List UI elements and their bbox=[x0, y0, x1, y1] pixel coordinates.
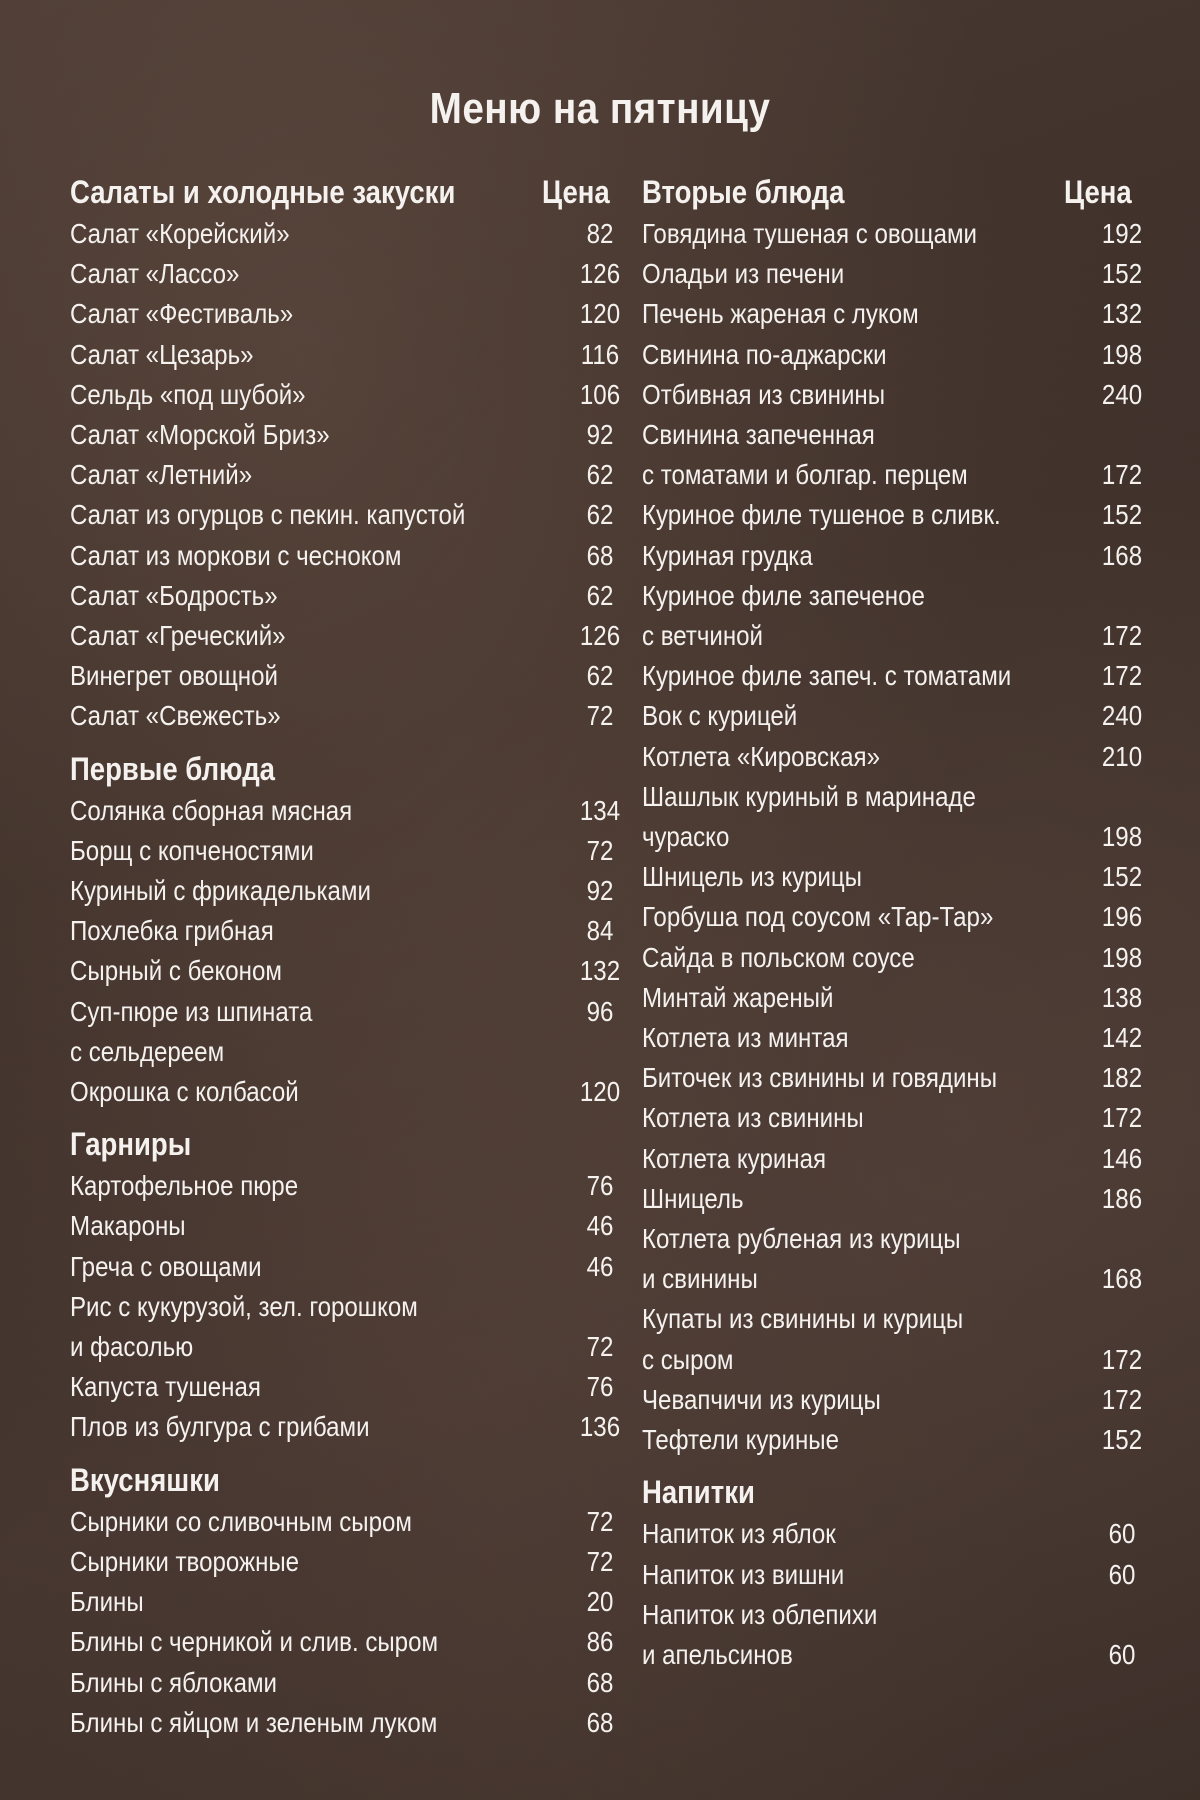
menu-item-name: Куриное филе запеч. с томатами bbox=[642, 660, 1012, 692]
menu-item-price: 46 bbox=[586, 1210, 614, 1242]
menu-item-row bbox=[70, 871, 614, 911]
menu-item-name: Печень жареная с луком bbox=[642, 298, 919, 330]
menu-item-row bbox=[70, 495, 614, 535]
menu-item-price: 168 bbox=[1101, 539, 1143, 571]
section-header bbox=[70, 1122, 610, 1166]
menu-item-row bbox=[70, 254, 621, 294]
menu-item-name: Похлебка грибная bbox=[70, 915, 274, 947]
menu-item-name: Горбуша под соусом «Тар-Тар» bbox=[642, 901, 994, 933]
menu-item-price: 172 bbox=[1101, 1102, 1143, 1134]
menu-item-price: 46 bbox=[586, 1250, 614, 1282]
section-header bbox=[642, 1470, 1132, 1514]
menu-item-name: Котлета куриная bbox=[642, 1142, 827, 1174]
menu-item-price: 76 bbox=[586, 1170, 614, 1202]
menu-item-row bbox=[642, 1299, 1143, 1379]
menu-item-name: Котлета рубленая из курицы и свинины bbox=[642, 1223, 961, 1295]
menu-item-row bbox=[70, 1502, 614, 1542]
menu-section bbox=[70, 170, 621, 737]
menu-item-price: 146 bbox=[1101, 1142, 1143, 1174]
menu-item-row bbox=[642, 1595, 1136, 1675]
menu-item-row bbox=[70, 1247, 614, 1287]
menu-item-row bbox=[642, 294, 1143, 334]
menu-item-name: Шницель из курицы bbox=[642, 861, 862, 893]
section-title: Напитки bbox=[642, 1474, 755, 1511]
menu-item-price: 172 bbox=[1101, 660, 1143, 692]
menu-item-row bbox=[70, 791, 621, 831]
menu-item-price: 136 bbox=[579, 1411, 621, 1443]
menu-section bbox=[70, 1122, 621, 1447]
menu-item-price: 120 bbox=[579, 1076, 621, 1108]
menu-item-row bbox=[642, 897, 1143, 937]
menu-item-price: 62 bbox=[586, 499, 614, 531]
menu-item-row bbox=[642, 1420, 1143, 1460]
menu-item-name: Шницель bbox=[642, 1182, 744, 1214]
menu-item-row bbox=[70, 576, 614, 616]
menu-item-name: Куриное филе запеченое с ветчиной bbox=[642, 579, 925, 652]
page-title: Меню на пятницу bbox=[429, 84, 771, 133]
menu-item-row bbox=[70, 294, 621, 334]
menu-item-name: Минтай жареный bbox=[642, 981, 834, 1013]
menu-item-name: Салат «Цезарь» bbox=[70, 338, 254, 370]
menu-item-name: Шашлык куриный в маринаде чураско bbox=[642, 780, 976, 853]
menu-item-name: Салат «Свежесть» bbox=[70, 700, 281, 732]
menu-item-price: 172 bbox=[1101, 459, 1143, 491]
menu-item-name: Блины с яблоками bbox=[70, 1666, 277, 1698]
menu-item-row bbox=[70, 1287, 614, 1367]
menu-item-name: Биточек из свинины и говядины bbox=[642, 1062, 998, 1094]
menu-item-name: Котлета из минтая bbox=[642, 1022, 849, 1054]
menu-item-row bbox=[642, 495, 1143, 535]
menu-item-name: Напиток из вишни bbox=[642, 1558, 845, 1590]
price-column-header: Цена bbox=[1064, 174, 1132, 210]
menu-item-price: 68 bbox=[586, 1666, 614, 1698]
menu-item-price: 126 bbox=[579, 258, 621, 290]
menu-item-row bbox=[70, 911, 614, 951]
menu-item-price: 120 bbox=[579, 298, 621, 330]
menu-item-name: Блины с черникой и слив. сыром bbox=[70, 1626, 439, 1658]
menu-item-price: 182 bbox=[1101, 1062, 1143, 1094]
menu-item-row bbox=[642, 1219, 1143, 1299]
menu-item-row bbox=[642, 214, 1143, 254]
menu-item-row bbox=[70, 951, 621, 991]
menu-item-name: Рис с кукурузой, зел. горошком и фасолью bbox=[70, 1290, 418, 1363]
menu-item-price: 198 bbox=[1101, 941, 1143, 973]
menu-item-price: 60 bbox=[1108, 1638, 1136, 1670]
menu-item-price: 172 bbox=[1101, 1343, 1143, 1375]
menu-item-price: 72 bbox=[586, 1505, 614, 1537]
menu-item-price: 62 bbox=[586, 459, 614, 491]
menu-item-row bbox=[70, 335, 620, 375]
menu-item-row bbox=[642, 737, 1143, 777]
menu-item-price: 142 bbox=[1101, 1022, 1143, 1054]
section-title: Первые блюда bbox=[70, 750, 275, 787]
section-title: Вторые блюда bbox=[642, 174, 845, 210]
menu-item-price: 132 bbox=[579, 955, 621, 987]
menu-item-name: Салат из моркови с чесноком bbox=[70, 539, 402, 571]
menu-item-name: Суп-пюре из шпината bbox=[70, 995, 313, 1027]
menu-item-name: Сельдь «под шубой» bbox=[70, 378, 306, 410]
right-column bbox=[642, 170, 1143, 1685]
menu-item-name: Салат «Фестиваль» bbox=[70, 298, 294, 330]
menu-item-price: 186 bbox=[1101, 1182, 1143, 1214]
menu-item-price: 168 bbox=[1101, 1263, 1143, 1295]
menu-item-name: Сырники со сливочным сыром bbox=[70, 1505, 412, 1537]
menu-item-name: Свинина по-аджарски bbox=[642, 338, 887, 370]
menu-section bbox=[642, 1470, 1136, 1675]
menu-item-name: Тефтели куриные bbox=[642, 1424, 839, 1456]
menu-item-row bbox=[70, 214, 614, 254]
menu-item-row bbox=[642, 375, 1143, 415]
menu-item-row bbox=[70, 1407, 621, 1447]
menu-item-price: 196 bbox=[1101, 901, 1143, 933]
menu-item-name: Чевапчичи из курицы bbox=[642, 1383, 881, 1415]
menu-item-price: 92 bbox=[586, 875, 614, 907]
menu-item-name: Напиток из облепихи и апельсинов bbox=[642, 1598, 878, 1670]
left-column bbox=[70, 170, 621, 1753]
menu-item-name: Куриный с фрикадельками bbox=[70, 875, 371, 907]
menu-item-price: 172 bbox=[1101, 620, 1143, 652]
menu-item-name: Салат «Летний» bbox=[70, 459, 253, 491]
menu-item-name: Макароны bbox=[70, 1210, 186, 1242]
menu-item-row bbox=[70, 1663, 614, 1703]
menu-item-price: 60 bbox=[1108, 1518, 1136, 1550]
menu-item-price: 240 bbox=[1101, 378, 1143, 410]
menu-item-row bbox=[70, 455, 614, 495]
menu-item-price: 210 bbox=[1101, 740, 1143, 772]
menu-item-price: 20 bbox=[586, 1586, 614, 1618]
menu-item-name: Свинина запеченная с томатами и болгар. перцем bbox=[642, 419, 968, 491]
menu-item-row bbox=[70, 1622, 614, 1662]
menu-item-row bbox=[70, 656, 614, 696]
menu-item-price: 132 bbox=[1101, 298, 1143, 330]
menu-item-price: 68 bbox=[586, 539, 614, 571]
menu-item-row bbox=[70, 1166, 614, 1206]
menu-item-price: 152 bbox=[1101, 861, 1143, 893]
menu-item-price: 126 bbox=[579, 620, 621, 652]
menu-item-row bbox=[642, 415, 1143, 495]
menu-item-row bbox=[70, 1703, 614, 1743]
menu-item-row bbox=[70, 1206, 614, 1246]
menu-item-row bbox=[642, 1139, 1143, 1179]
menu-item-name: Блины bbox=[70, 1586, 144, 1618]
menu-item-name: Салат из огурцов с пекин. капустой bbox=[70, 499, 466, 531]
menu-item-name: Окрошка с колбасой bbox=[70, 1076, 299, 1108]
menu-item-row bbox=[70, 1367, 614, 1407]
section-header bbox=[642, 170, 1132, 214]
menu-item-price: 96 bbox=[586, 995, 614, 1027]
menu-item-price: 82 bbox=[586, 218, 614, 249]
menu-item-name: Салат «Бодрость» bbox=[70, 579, 278, 611]
menu-item-row bbox=[70, 375, 621, 415]
section-title: Гарниры bbox=[70, 1126, 192, 1163]
menu-item-row bbox=[642, 1555, 1136, 1595]
menu-item-name: Напиток из яблок bbox=[642, 1518, 836, 1550]
menu-item-row bbox=[70, 1542, 614, 1582]
section-title: Салаты и холодные закуски bbox=[70, 174, 456, 210]
menu-item-name: Солянка сборная мясная bbox=[70, 794, 353, 826]
menu-item-row bbox=[70, 1032, 610, 1072]
menu-item-row bbox=[642, 1514, 1136, 1554]
menu-item-row bbox=[642, 1018, 1143, 1058]
menu-item-row bbox=[642, 335, 1143, 375]
menu-item-name: Сайда в польском соусе bbox=[642, 941, 915, 973]
menu-item-name: Салат «Лассо» bbox=[70, 258, 240, 290]
menu-item-price: 138 bbox=[1101, 981, 1143, 1013]
menu-item-name: Купаты из свинины и курицы с сыром bbox=[642, 1303, 964, 1375]
menu-section bbox=[70, 747, 621, 1113]
menu-item-name: Салат «Греческий» bbox=[70, 620, 286, 652]
menu-item-row bbox=[642, 536, 1143, 576]
menu-item-name: Котлета «Кировская» bbox=[642, 740, 880, 772]
menu-item-price: 172 bbox=[1101, 1383, 1143, 1415]
section-header bbox=[70, 747, 610, 791]
menu-item-price: 116 bbox=[580, 338, 620, 370]
menu-item-price: 198 bbox=[1101, 821, 1143, 853]
menu-item-row bbox=[642, 696, 1143, 736]
menu-item-name: Салат «Морской Бриз» bbox=[70, 419, 330, 451]
menu-item-name: Блины с яйцом и зеленым луком bbox=[70, 1706, 438, 1738]
menu-item-name: Куриное филе тушеное в сливк. bbox=[642, 499, 1001, 531]
menu-item-name: Борщ с копченостями bbox=[70, 834, 314, 866]
menu-item-price: 152 bbox=[1101, 499, 1143, 531]
menu-item-row bbox=[70, 415, 614, 455]
section-title: Вкусняшки bbox=[70, 1461, 220, 1498]
menu-item-price: 134 bbox=[579, 794, 621, 826]
menu-item-price: 152 bbox=[1101, 1424, 1143, 1456]
menu-item-row bbox=[642, 938, 1143, 978]
menu-item-price: 72 bbox=[586, 1545, 614, 1577]
menu-item-row bbox=[70, 831, 614, 871]
menu-item-row bbox=[70, 696, 614, 736]
menu-item-row bbox=[642, 254, 1143, 294]
menu-item-row bbox=[70, 536, 614, 576]
menu-section bbox=[70, 1458, 614, 1743]
menu-item-price: 62 bbox=[586, 579, 614, 611]
menu-item-price: 192 bbox=[1101, 218, 1143, 249]
menu-item-price: 72 bbox=[586, 1331, 614, 1363]
menu-item-row bbox=[642, 656, 1143, 696]
menu-item-name: Куриная грудка bbox=[642, 539, 813, 571]
menu-item-name: Плов из булгура с грибами bbox=[70, 1411, 370, 1443]
menu-item-row bbox=[642, 576, 1143, 656]
menu-item-name: Котлета из свинины bbox=[642, 1102, 864, 1134]
menu-item-price: 92 bbox=[586, 419, 614, 451]
menu-item-price: 72 bbox=[586, 834, 614, 866]
menu-item-price: 76 bbox=[586, 1371, 614, 1403]
section-header bbox=[70, 170, 610, 214]
menu-item-price: 106 bbox=[579, 378, 621, 410]
menu-item-name: Говядина тушеная с овощами bbox=[642, 218, 977, 249]
menu-item-name: Картофельное пюре bbox=[70, 1170, 299, 1202]
menu-item-row bbox=[642, 1098, 1143, 1138]
menu-item-name: Вок с курицей bbox=[642, 700, 798, 732]
menu-section bbox=[642, 170, 1143, 1460]
menu-item-name: Сырники творожные bbox=[70, 1545, 300, 1577]
menu-item-price: 84 bbox=[586, 915, 614, 947]
menu-item-price: 62 bbox=[586, 660, 614, 692]
menu-item-row bbox=[642, 978, 1143, 1018]
menu-item-name: Сырный с беконом bbox=[70, 955, 282, 987]
menu-item-name: Капуста тушеная bbox=[70, 1371, 261, 1403]
menu-item-name: Греча с овощами bbox=[70, 1250, 262, 1282]
menu-item-name: Отбивная из свинины bbox=[642, 378, 886, 410]
menu-item-name: Салат «Корейский» bbox=[70, 218, 290, 249]
menu-item-price: 60 bbox=[1108, 1558, 1136, 1590]
menu-item-row bbox=[70, 1582, 614, 1622]
menu-item-price: 72 bbox=[586, 700, 614, 732]
menu-item-row bbox=[70, 992, 614, 1032]
menu-item-price: 86 bbox=[586, 1626, 614, 1658]
menu-item-row bbox=[70, 1072, 621, 1112]
menu-item-name: с сельдереем bbox=[70, 1035, 225, 1067]
section-header bbox=[70, 1458, 610, 1502]
menu-item-price: 68 bbox=[586, 1706, 614, 1738]
menu-item-row bbox=[642, 777, 1143, 857]
menu-item-row bbox=[642, 1058, 1143, 1098]
menu-item-row bbox=[642, 1179, 1143, 1219]
price-column-header: Цена bbox=[542, 174, 610, 210]
menu-item-name: Оладьи из печени bbox=[642, 258, 845, 290]
menu-item-name: Винегрет овощной bbox=[70, 660, 278, 692]
menu-item-price: 240 bbox=[1101, 700, 1143, 732]
menu-item-price: 152 bbox=[1101, 258, 1143, 290]
menu-item-row bbox=[70, 616, 621, 656]
menu-item-price: 198 bbox=[1101, 338, 1143, 370]
menu-item-row bbox=[642, 857, 1143, 897]
menu-item-row bbox=[642, 1380, 1143, 1420]
